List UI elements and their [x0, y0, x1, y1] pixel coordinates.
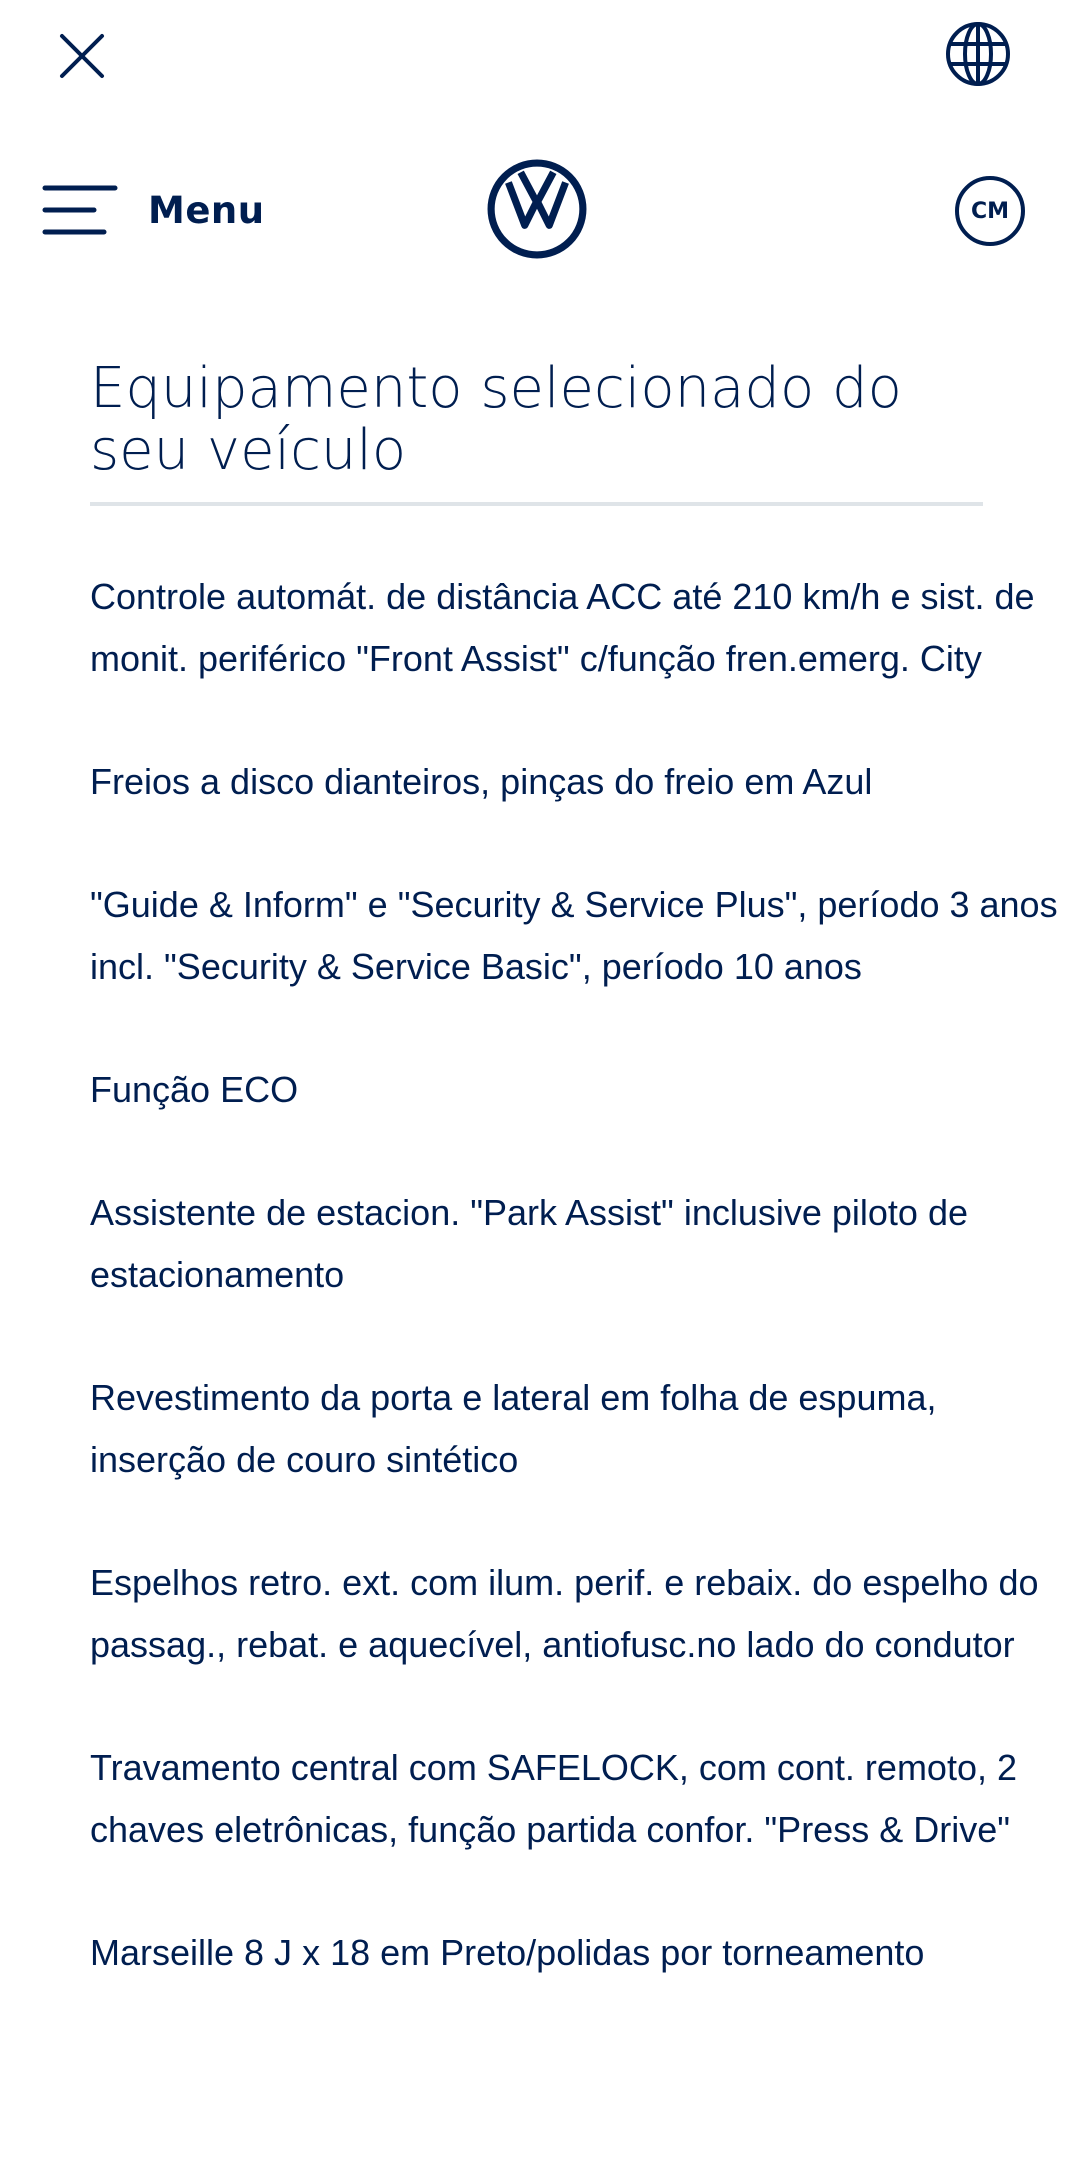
equipment-item: Assistente de estacion. "Park Assist" inclusive piloto de estacionamento	[90, 1192, 968, 1295]
equipment-item: Marseille 8 J x 18 em Preto/polidas por torneamento	[90, 1932, 925, 1973]
language-button[interactable]	[938, 17, 1018, 91]
main-content	[90, 358, 1070, 2045]
volkswagen-logo[interactable]	[486, 158, 588, 260]
globe-icon	[944, 20, 1012, 88]
page-title: Equipamento selecionado do seu veículo	[90, 356, 902, 483]
menu-button[interactable]	[42, 180, 265, 240]
hamburger-menu-icon	[42, 182, 118, 238]
close-icon	[58, 32, 106, 80]
equipment-item: Freios a disco dianteiros, pinças do freio em Azul	[90, 761, 873, 802]
nav-bar	[0, 150, 1080, 270]
equipment-item: "Guide & Inform" e "Security & Service Plus", período 3 anos incl. "Security & Service Basic", período 10 anos	[90, 884, 1058, 987]
user-avatar[interactable]: CM	[955, 176, 1025, 246]
equipment-item: Controle automát. de distância ACC até 210 km/h e sist. de monit. periférico "Front Assist" c/função fren.emerg. City	[90, 576, 1035, 679]
close-button[interactable]	[52, 26, 112, 86]
equipment-item: Revestimento da porta e lateral em folha de espuma, inserção de couro sintético	[90, 1377, 937, 1480]
equipment-item: Espelhos retro. ext. com ilum. perif. e rebaix. do espelho do passag., rebat. e aquecível, antiofusc.no lado do condutor	[90, 1562, 1039, 1665]
title-divider	[90, 502, 983, 506]
equipment-item: Travamento central com SAFELOCK, com cont. remoto, 2 chaves eletrônicas, função partida confor. "Press & Drive"	[90, 1747, 1017, 1850]
top-bar	[0, 0, 1080, 110]
menu-label: Menu	[148, 188, 265, 232]
equipment-item: Função ECO	[90, 1069, 299, 1110]
equipment-list	[90, 566, 1080, 1984]
